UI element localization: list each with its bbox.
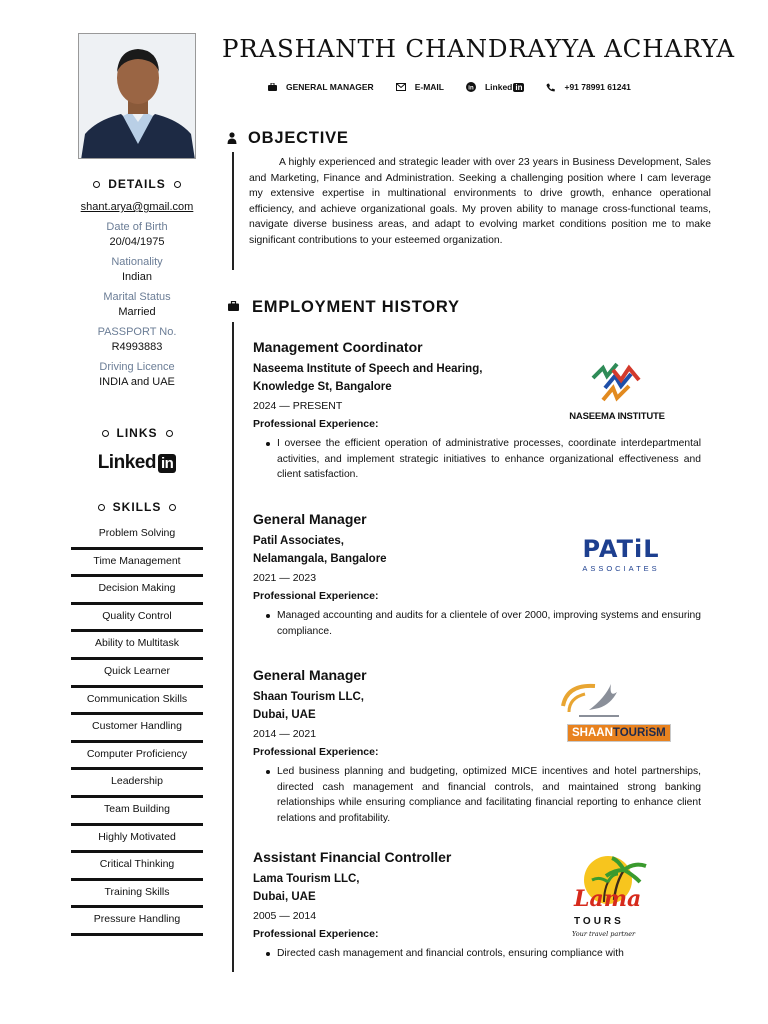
- patil-logo-subtext: ASSOCIATES: [582, 564, 660, 573]
- linkedin-link[interactable]: [98, 452, 177, 474]
- linkedin-label: Linked: [484, 82, 513, 92]
- skill-item: Quick Learner: [71, 660, 203, 688]
- links-heading-label: LINKS: [116, 426, 158, 440]
- candidate-name: PRASHANTH CHANDRAYYA ACHARYA: [222, 34, 735, 63]
- naseema-institute-logo: [563, 358, 671, 424]
- linkedin-wordmark: Linked: [97, 452, 156, 473]
- job-title: Management Coordinator: [253, 339, 423, 355]
- naseema-logo-text: NASEEMA INSTITUTE: [569, 411, 665, 422]
- job-description: Managed accounting and audits for a clientele of over 2000, improving systems and ensuring compliance.: [277, 608, 701, 639]
- skills-heading: [68, 500, 206, 514]
- detail-passport: [68, 326, 206, 353]
- detail-value: INDIA and UAE: [99, 376, 175, 388]
- shaan-logo-text: SHAAN: [572, 727, 613, 739]
- job-dates: 2014 — 2021: [253, 728, 317, 740]
- company-line: Naseema Institute of Speech and Hearing,: [253, 363, 483, 375]
- company-location: Knowledge St, Bangalore: [253, 380, 392, 393]
- detail-label: Marital Status: [103, 291, 171, 303]
- circle-bullet-icon: [169, 504, 176, 511]
- employment-heading: EMPLOYMENT HISTORY: [252, 298, 460, 316]
- job-description: Directed cash management and financial controls, ensuring compliance with: [277, 946, 701, 962]
- shaan-logo-wordmark: [567, 724, 671, 742]
- professional-experience-label: Professional Experience:: [253, 590, 379, 602]
- company-location: Dubai, UAE: [253, 708, 316, 721]
- objective-text: A highly experienced and strategic leader with over 23 years in Business Development, Sales and Marketing, Finance and Administration. Seeking a challenging position where I cam leverage my extensive expertise in multinational environments to drive growth, enhance operational efficiency, and achieve organizational goals. My proven ability to manage cross-functional teams, navigate diverse business areas, and adapt to evolving market conditions position me to make significant contributions to your esteemed organization.: [249, 157, 711, 246]
- naseema-logo-mark: [563, 358, 671, 406]
- detail-value: Married: [118, 306, 156, 318]
- lama-logo-text: Lama: [574, 886, 642, 912]
- circle-bullet-icon: [174, 181, 181, 188]
- details-heading-label: DETAILS: [108, 177, 166, 191]
- employment-divider-line: [232, 322, 234, 972]
- detail-value: R4993883: [111, 341, 163, 353]
- shaan-logo-bird-icon: [559, 676, 675, 724]
- detail-driving-licence: [68, 361, 206, 388]
- envelope-icon: [396, 83, 406, 91]
- svg-text:in: in: [468, 85, 474, 92]
- detail-dob: [68, 221, 206, 248]
- detail-marital-status: [68, 291, 206, 318]
- circle-bullet-icon: [98, 504, 105, 511]
- skill-item: Decision Making: [71, 577, 203, 605]
- detail-label: PASSPORT No.: [97, 326, 177, 338]
- person-icon: [227, 132, 237, 144]
- patil-logo-text: PATiL: [582, 535, 660, 563]
- company-location: Dubai, UAE: [253, 890, 316, 903]
- skill-item: Leadership: [71, 770, 203, 798]
- detail-label: Nationality: [111, 256, 163, 268]
- company-line: Lama Tourism LLC,: [253, 873, 360, 885]
- lama-logo-tagline: Your travel partner: [572, 930, 636, 938]
- detail-value: Indian: [122, 271, 152, 283]
- company-line: Shaan Tourism LLC,: [253, 691, 364, 703]
- contact-phone: [546, 82, 630, 92]
- lama-tours-logo: [568, 852, 658, 944]
- profile-photo-image: [79, 34, 196, 159]
- skill-item: Pressure Handling: [71, 908, 203, 936]
- contact-email-link[interactable]: [396, 82, 444, 92]
- contact-bar: [268, 82, 653, 92]
- linkedin-badge-icon: in: [515, 82, 523, 92]
- patil-associates-logo: [570, 537, 672, 573]
- linkedin-icon: [466, 82, 476, 92]
- job-dates: 2021 — 2023: [253, 572, 317, 584]
- objective-divider-line: [232, 152, 234, 270]
- sidebar: [68, 33, 206, 936]
- skills-list: [68, 522, 206, 936]
- circle-bullet-icon: [102, 430, 109, 437]
- professional-experience-label: Professional Experience:: [253, 928, 379, 940]
- skill-item: Quality Control: [71, 605, 203, 633]
- skill-item: Team Building: [71, 798, 203, 826]
- detail-value: 20/04/1975: [109, 236, 165, 248]
- company-line: Patil Associates,: [253, 535, 344, 547]
- contact-job-title: [268, 82, 374, 92]
- lama-logo-subtext: TOURS: [574, 916, 624, 927]
- detail-label: Date of Birth: [106, 221, 168, 233]
- skill-item: Customer Handling: [71, 715, 203, 743]
- contact-linkedin-link[interactable]: [466, 82, 525, 92]
- job-entry: [253, 511, 701, 639]
- job-title: General Manager: [253, 667, 367, 683]
- detail-label: Driving Licence: [99, 361, 175, 373]
- email-link[interactable]: shant.arya@gmail.com: [80, 201, 194, 213]
- job-description: I oversee the efficient operation of administrative processes, coordinate interdepartmental activities, and implement strategic initiatives to enhance organizational effectiveness and client satisfaction.: [277, 436, 701, 483]
- circle-bullet-icon: [93, 181, 100, 188]
- linkedin-icon: in: [158, 454, 176, 473]
- skill-item: Highly Motivated: [71, 826, 203, 854]
- company-location: Nelamangala, Bangalore: [253, 552, 387, 565]
- details-heading: [68, 177, 206, 191]
- objective-heading: OBJECTIVE: [248, 129, 349, 147]
- briefcase-icon: [228, 301, 239, 311]
- profile-photo: [78, 33, 196, 159]
- job-description: Led business planning and budgeting, optimized MICE incentives and hotel partnerships, directed cash management and financial controls, and maintained strong banking relationships while ensuring compliance and facilitating financial reporting to enhance client relations and profitability.: [277, 764, 701, 826]
- professional-experience-label: Professional Experience:: [253, 418, 379, 430]
- professional-experience-label: Professional Experience:: [253, 746, 379, 758]
- skill-item: Training Skills: [71, 881, 203, 909]
- phone-icon: [546, 83, 555, 92]
- skill-item: Ability to Multitask: [71, 632, 203, 660]
- skills-heading-label: SKILLS: [112, 500, 162, 514]
- job-dates: 2005 — 2014: [253, 910, 317, 922]
- job-title-label: GENERAL MANAGER: [286, 82, 374, 92]
- job-dates: 2024 — PRESENT: [253, 400, 343, 412]
- job-title: General Manager: [253, 511, 367, 527]
- skill-item: Problem Solving: [71, 522, 203, 550]
- skill-item: Time Management: [71, 550, 203, 578]
- detail-nationality: [68, 256, 206, 283]
- briefcase-icon: [268, 83, 277, 91]
- shaan-tourism-logo: [559, 676, 675, 750]
- job-title: Assistant Financial Controller: [253, 849, 452, 865]
- email-label: E-MAIL: [414, 82, 444, 92]
- skill-item: Communication Skills: [71, 688, 203, 716]
- phone-label: +91 78991 61241: [564, 82, 631, 92]
- circle-bullet-icon: [166, 430, 173, 437]
- skill-item: Computer Proficiency: [71, 743, 203, 771]
- tourism-logo-text: TOURiSM: [612, 727, 666, 739]
- skill-item: Critical Thinking: [71, 853, 203, 881]
- links-heading: [68, 426, 206, 440]
